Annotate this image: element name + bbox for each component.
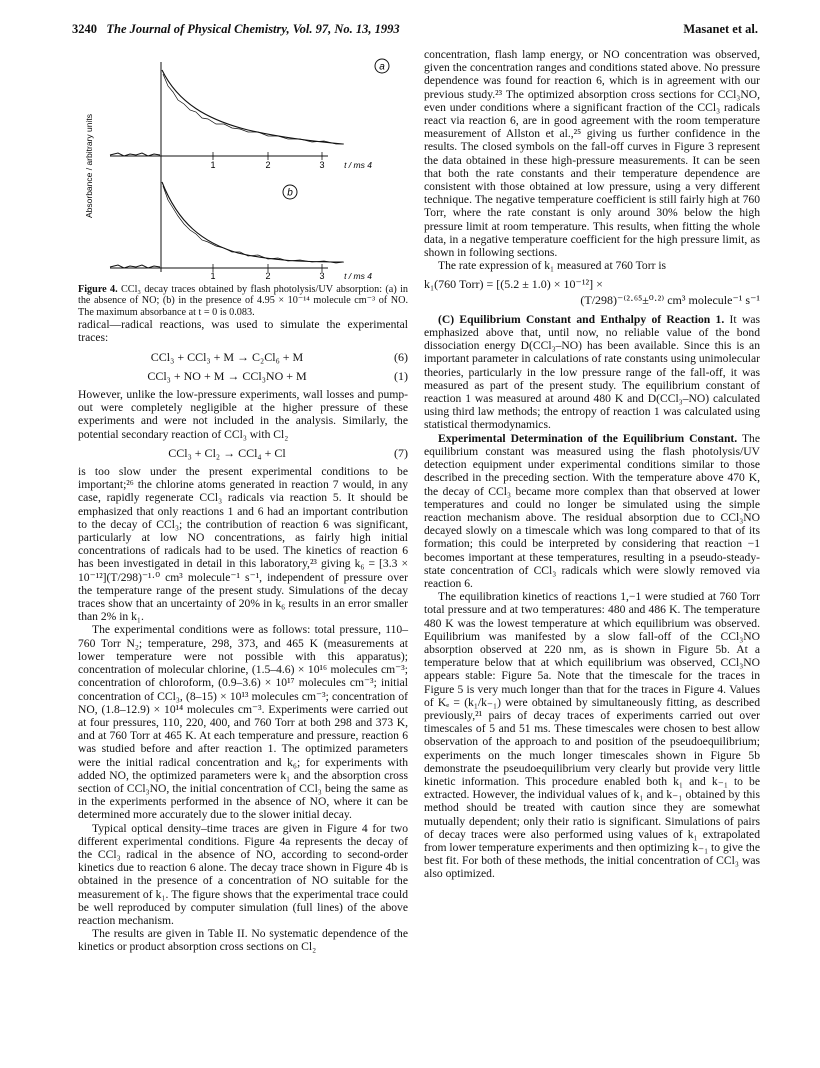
panel-b-fit-curve (162, 182, 343, 262)
panel-a-fit-curve (162, 70, 343, 144)
page-number: 3240 (72, 22, 97, 36)
right-paragraph-3: The equilibration kinetics of reactions 1,−1 were studied at 760 Torr total pressure and at two temperatures: 480 and 486 K. The temperature 480 K was the lowest temperature at which equilibrium was observed. Equilibrium was manifested by a slow fall-off of the CCl₃NO absorption observed at 220 nm, as is shown in Figure 5b. At a temperature below that at which equilibrium was observed, CCl₃NO appears stable: Figure 5a. Note that the timescale for the traces in Figure 5 is very much longer than that for the traces in Figure 4. Values of Kₑ = (k₁/k₋₁) were obtained by simultaneously fitting, as described previously,²¹ pairs of decay traces of experiments carried out over timescales of 5 and 51 ms. These timescales were chosen to best allow observation of the approach to and position of the pseudoequilibrium; experiments on the much longer timescales shown in Figure 5b demonstrate the pseudoequilibrium very clearly but provide very little kinetic information. This procedure enabled both k₁ and k₋₁ to be extracted. However, the individual values of k₁ and k₋₁ obtained by this method should be treated with caution since they are somewhat mutually dependent; only their ratio is significant. Simulations of pairs of decay traces were also performed using values of k₁ extrapolated from lower temperature experiments and then optimizing k₋₁ to give the best fit. For both of these methods, the initial concentration of CCl₃ was also optimized. (424, 590, 760, 881)
figure-4 (78, 48, 408, 280)
section-c-heading: (C) Equilibrium Constant and Enthalpy of Reaction 1. (438, 312, 725, 326)
panel-b-x-unit: t / ms 4 (344, 271, 372, 280)
subsection-heading: Experimental Determination of the Equilibrium Constant. (438, 431, 738, 445)
equation-7-number: (7) (394, 445, 408, 460)
rate-expression-line-2: (T/298)⁻⁽²·⁶⁵±⁰·²⁾ cm³ molecule⁻¹ s⁻¹ (580, 292, 760, 307)
panel-a-tick-label: 1 (210, 160, 216, 170)
caption-text: CCl₃ decay traces obtained by flash photolysis/UV absorption: (a) in the absence of NO; (b) in the presence of 4.95 × 10⁻¹⁴ molecule cm⁻³ of NO. The maximum absorbance at t = 0 is 0.083. (78, 284, 408, 318)
y-axis-label: Absorbance / arbitrary units (84, 114, 94, 218)
left-paragraph-3: is too slow under the present experimental conditions to be important;²⁶ the chlorine atoms generated in reaction 7 would, in any case, rapidly regenerate CCl₃ radicals via reaction 5. It should be emphasized that only reactions 1 and 6 had an important contribution to the decay of CCl₃; the contribution of reaction 6 was significant, particularly at low NO concentrations, as fairly high initial concentrations of radicals had to be used. The kinetics of reaction 6 has been investigated in detail in this laboratory,²³ giving k₆ = [3.3 × 10⁻¹²](T/298)⁻¹·⁰ cm³ molecule⁻¹ s⁻¹, independent of pressure over the temperature range of the present study. Simulations of the decay traces show that an uncertainty of 20% in k₆ results in an error smaller than 2% in k₁. (78, 465, 408, 624)
equation-1-number: (1) (394, 368, 408, 383)
section-c-paragraph (424, 313, 760, 432)
panel-a-tick-label: 2 (265, 160, 271, 170)
left-paragraph-1: radical—radical reactions, was used to simulate the experimental traces: (78, 318, 408, 345)
panel-a-label: a (379, 61, 385, 73)
panel-b-tick-label: 1 (210, 271, 216, 280)
right-column (424, 48, 760, 881)
panel-b-noisy-trace (163, 186, 344, 263)
panel-b-tick-label: 3 (319, 271, 325, 280)
equation-1-expression: CCl₃ + NO + M → CCl₃NO + M (147, 368, 307, 383)
equation-6-number: (6) (394, 349, 408, 364)
panel-a-noisy-trace (163, 74, 344, 144)
panel-a-x-unit: t / ms 4 (344, 160, 372, 170)
equation-7 (78, 447, 408, 460)
header-left (72, 22, 400, 37)
journal-title: The Journal of Physical Chemistry, Vol. 97, No. 13, 1993 (106, 22, 400, 36)
section-c-text: It was emphasized above that, until now, no reliable value of the bond dissociation energy D(CCl₃–NO) has been available. Since this is an important parameter in calculations of rate constants using unimolecular theories, particularly in the low pressure range of the fall-off, it was measured as part of the present study. The equilibrium constant of reaction 1 was measured at around 480 K and D(CCl₃–NO) calculated using third law methods; the entropy of reaction 1 was calculated using statistical thermodynamics. (424, 312, 760, 432)
caption-label: Figure 4. (78, 284, 118, 295)
equation-1 (78, 370, 408, 383)
left-paragraph-2: However, unlike the low-pressure experiments, wall losses and pump-out were completely negligible at the higher pressure of these experiments and were not included in the analysis. Similarly, the potential secondary reaction of CCl₃ with Cl₂ (78, 388, 408, 441)
subsection-text: The equilibrium constant was measured using the flash photolysis/UV detection equipment under experimental conditions similar to those described in the preceding section. With the temperature above 470 K, the decay of CCl₃ became more complex than that observed at lower temperatures and could no longer be simulated using the simple reaction mechanism above. The residual absorption due to CCl₃NO decayed slowly on a timescale which was long compared to that of its formation; this could be interpreted by considering that reaction −1 becomes important at these temperatures, resulting in a pseudo-steady-state concentration of CCl₃ radicals which were slowly removed via reaction 6. (424, 431, 760, 590)
equation-6 (78, 351, 408, 364)
rate-expression-line-1: k₁(760 Torr) = [(5.2 ± 1.0) × 10⁻¹²] × (424, 277, 603, 292)
left-paragraph-4: The experimental conditions were as follows: total pressure, 110–760 Torr N₂; temperature, 298, 373, and 465 K (measurements at lower temperature were not possible with this apparatus); concentration of molecular chlorine, (1.5–4.6) × 10¹⁶ molecules cm⁻³; concentration of chloroform, (0.9–3.6) × 10¹⁷ molecules cm⁻³; initial concentration of CCl₃, (8–15) × 10¹³ molecules cm⁻³; concentration of NO, (1.8–12.9) × 10¹⁴ molecules cm⁻³. Experiments were carried out at four pressures, 110, 220, 400, and 760 Torr at both 298 and 373 K, and at 760 Torr at 465 K. At each temperature and pressure, reaction 6 was studied before and after reaction 1. The optimized parameters were the initial radical concentration and k₆; for experiments with added NO, the optimized parameters were k₁ and the absorption cross section of CCl₃NO, the initial concentration of CCl₃ being the same as in the experiments performed in the absence of NO, where it can be determined more accurately due to the slower initial decay. (78, 623, 408, 822)
equation-7-expression: CCl₃ + Cl₂ → CCl₄ + Cl (168, 445, 286, 460)
subsection-paragraph (424, 432, 760, 590)
panel-b-tick-label: 2 (265, 271, 271, 280)
panel-a-tick-label: 3 (319, 160, 325, 170)
right-paragraph-1: concentration, flash lamp energy, or NO concentration was observed, given the concentration ranges and conditions stated above. No pressure dependence was found for reaction 6, which is in agreement with our previous study.²³ The optimized absorption cross sections for CCl₃NO, even under conditions where a significant fraction of the CCl₃ radicals react via reaction 6, are in good agreement with the room temperature measurement of Allston et al.,²⁵ giving us further confidence in the results. The closed symbols on the fall-off curves in Figure 3 represent the data obtained in these high-pressure measurements. It can be seen that both the rate constants and their temperature dependence are consistent with those obtained at low pressure, using a very different technique. The negative temperature coefficient is still fairly high at 760 Torr, where the rate constant is only around 30% below the high pressure limit at room temperature. This results, when fitting the whole data, in a negative temperature coefficient for the high pressure limit, as shown in following sections. (424, 48, 760, 260)
figure-4-plot (78, 48, 408, 280)
panel-b-label: b (287, 187, 293, 199)
left-paragraph-6: The results are given in Table II. No systematic dependence of the kinetics or product absorption cross sections on Cl₂ (78, 927, 408, 954)
figure-4-caption (78, 284, 408, 318)
left-paragraph-5: Typical optical density–time traces are given in Figure 4 for two different experimental conditions. Figure 4a represents the decay of the CCl₃ radical in the absence of NO, according to second-order kinetics due to reaction 6 alone. The decay trace shown in Figure 4b is obtained in the presence of a concentration of NO suitable for the measurement of k₁. The figure shows that the experimental trace could be well reproduced by computer simulation (full lines) of the above reaction mechanism. (78, 821, 408, 927)
right-paragraph-2: The rate expression of k₁ measured at 760 Torr is (438, 259, 667, 273)
running-header (72, 22, 758, 40)
left-column (78, 48, 408, 954)
header-authors: Masanet et al. (683, 22, 758, 36)
equation-6-expression: CCl₃ + CCl₃ + M → C₂Cl₆ + M (150, 349, 304, 364)
